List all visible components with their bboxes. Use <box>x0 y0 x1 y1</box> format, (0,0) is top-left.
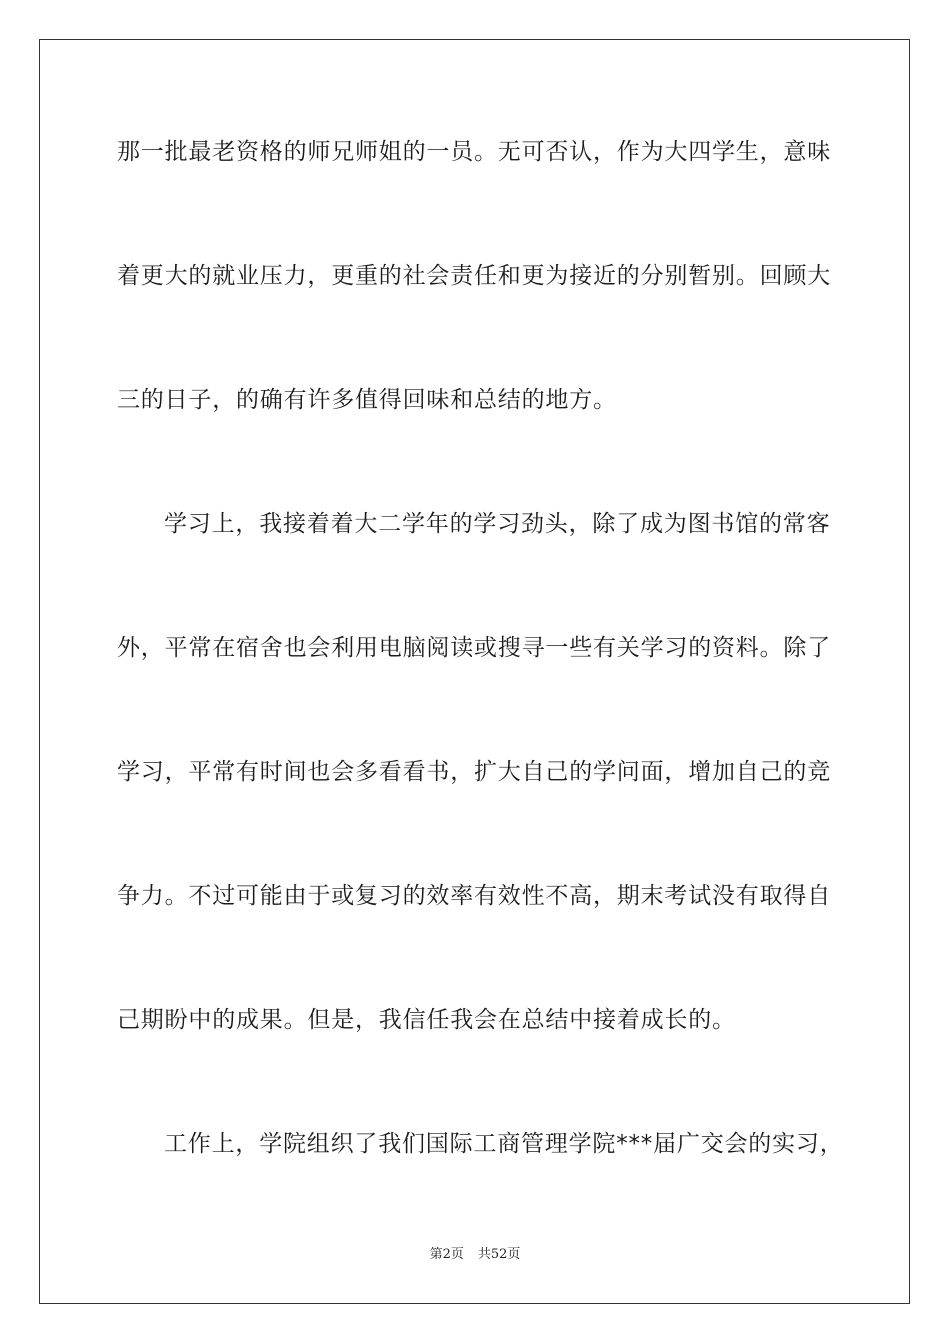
body-text-line-2: 着更大的就业压力，更重的社会责任和更为接近的分别暂别。回顾大 <box>117 263 831 289</box>
total-pages: 共52页 <box>477 1247 521 1262</box>
page-border <box>39 39 910 1304</box>
body-text-line-7: 争力。不过可能由于或复习的效率有效性不高，期末考试没有取得自 <box>117 883 831 909</box>
page-footer <box>0 1246 950 1264</box>
current-page-number: 第2页 <box>429 1247 464 1262</box>
body-text-line-6: 学习，平常有时间也会多看看书，扩大自己的学问面，增加自己的竞 <box>117 759 831 785</box>
body-text-line-4: 学习上，我接着着大二学年的学习劲头，除了成为图书馆的常客 <box>164 511 831 537</box>
body-text-line-8: 己期盼中的成果。但是，我信任我会在总结中接着成长的。 <box>117 1007 736 1033</box>
body-text-line-5: 外，平常在宿舍也会利用电脑阅读或搜寻一些有关学习的资料。除了 <box>117 635 831 661</box>
body-text-line-3: 三的日子，的确有许多值得回味和总结的地方。 <box>117 387 617 413</box>
body-text-line-9: 工作上，学院组织了我们国际工商管理学院***届广交会的实习， <box>164 1131 844 1157</box>
body-text-line-1: 那一批最老资格的师兄师姐的一员。无可否认，作为大四学生，意味 <box>117 139 831 165</box>
